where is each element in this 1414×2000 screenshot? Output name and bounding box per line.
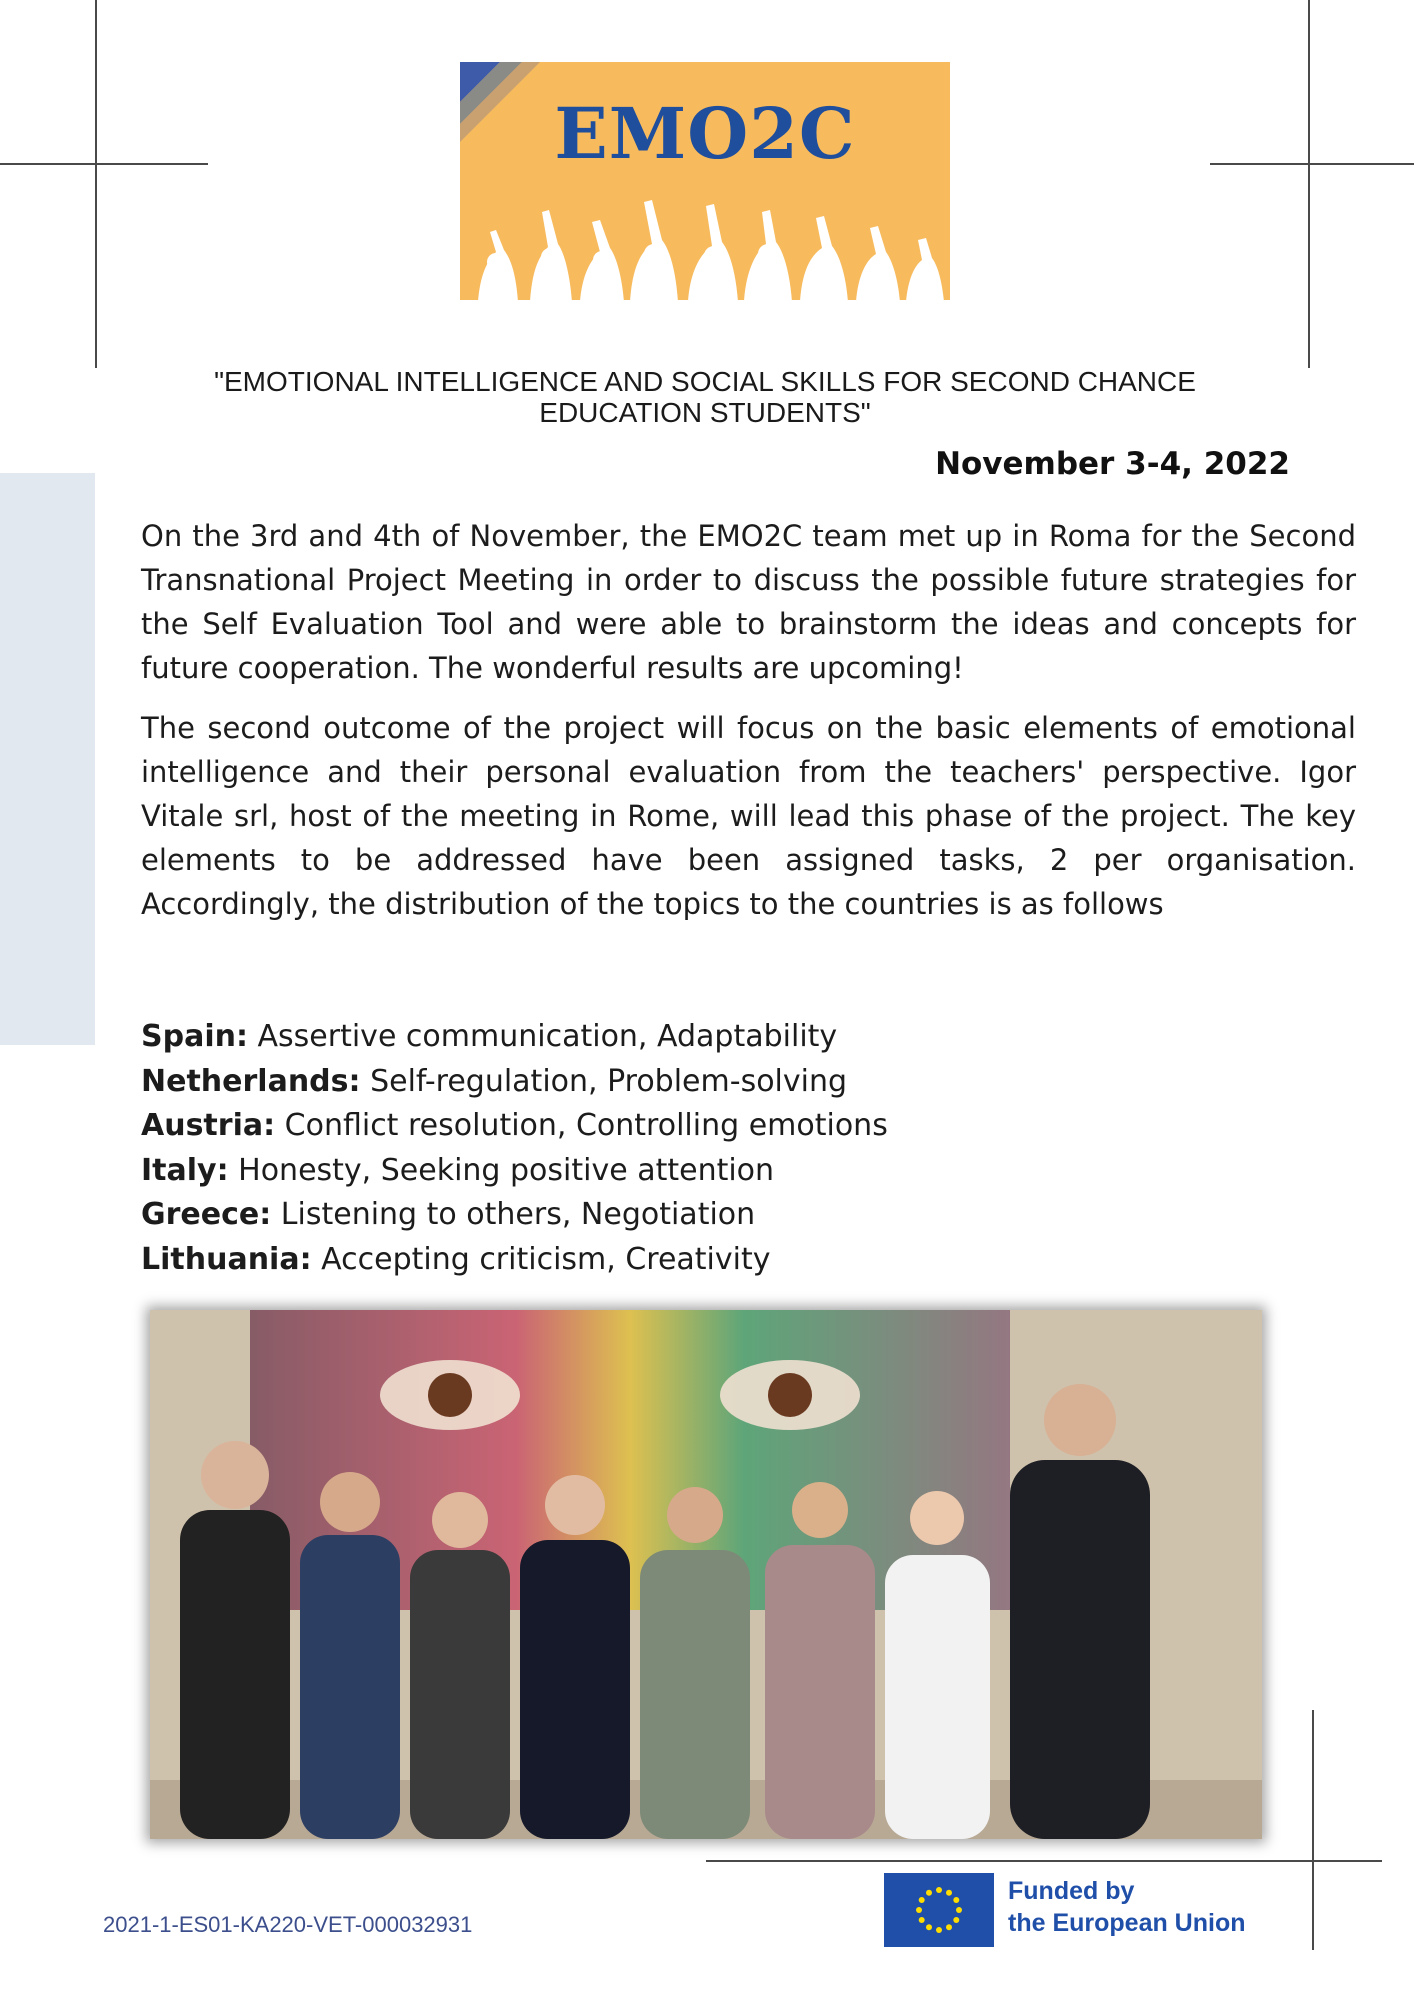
corner-cross-bottom-right-horizontal (706, 1860, 1382, 1862)
eu-funding-line2: the European Union (1008, 1909, 1246, 1937)
topic-items: Conflict resolution, Controlling emotions (284, 1108, 888, 1143)
group-photo-illustration (150, 1310, 1262, 1839)
topic-country: Netherlands: (141, 1063, 361, 1099)
eu-funding-label (1008, 1875, 1246, 1939)
project-subtitle: "EMOTIONAL INTELLIGENCE AND SOCIAL SKILLS FOR SECOND CHANCE EDUCATION STUDENTS" (214, 366, 1196, 428)
topic-country: Austria: (141, 1108, 276, 1143)
topic-country: Greece: (141, 1197, 272, 1232)
topic-country: Italy: (141, 1152, 229, 1188)
topic-items: Listening to others, Negotiation (280, 1197, 756, 1232)
topic-items: Accepting criticism, Creativity (321, 1241, 771, 1277)
corner-cross-top-left-horizontal (0, 163, 208, 165)
country-topics-list (141, 1015, 1241, 1282)
topic-row-netherlands (141, 1060, 1241, 1105)
topic-items: Assertive communication, Adaptability (257, 1019, 838, 1054)
corner-cross-top-right-vertical (1308, 0, 1310, 368)
project-code: 2021-1-ES01-KA220-VET-000032931 (103, 1912, 473, 1937)
emo2c-logo (460, 62, 950, 340)
topic-country: Spain: (141, 1019, 248, 1054)
topic-row-spain (141, 1015, 1241, 1060)
topic-row-italy (141, 1149, 1241, 1194)
eu-funding-line1: Funded by (1008, 1877, 1135, 1905)
logo-title: EMO2C (554, 92, 856, 175)
corner-cross-bottom-right-vertical (1312, 1710, 1314, 1950)
topic-row-lithuania (141, 1238, 1241, 1283)
team-group-photo (150, 1310, 1262, 1839)
meeting-date: November 3-4, 2022 (935, 446, 1290, 482)
corner-cross-top-right-horizontal (1210, 163, 1414, 165)
side-decorative-strip (0, 473, 95, 1045)
outcome-paragraph: The second outcome of the project will focus on the basic elements of emotional intelligence and their personal evaluation from the teachers' perspective. Igor Vitale srl, host of the meeting in Rome, will lead this phase of the project. The key elements to be addressed have been assigned tasks, 2 per organisation. Accordingly, the distribution of the topics to the countries is as follows (141, 711, 1356, 921)
crowd-silhouette-icon (460, 200, 950, 340)
intro-paragraph: On the 3rd and 4th of November, the EMO2C team met up in Roma for the Second Transnational Project Meeting in order to discuss the possible future strategies for the Self Evaluation Tool and were able to brainstorm the ideas and concepts for future cooperation. The wonderful results are upcoming! (141, 519, 1356, 685)
eu-stars-icon (884, 1873, 994, 1947)
eu-flag-icon (884, 1873, 994, 1947)
topic-row-austria (141, 1104, 1241, 1149)
corner-cross-top-left-vertical (95, 0, 97, 368)
topic-row-greece (141, 1193, 1241, 1238)
topic-country: Lithuania: (141, 1241, 312, 1277)
topic-items: Honesty, Seeking positive attention (238, 1152, 775, 1188)
topic-items: Self-regulation, Problem-solving (370, 1063, 848, 1099)
